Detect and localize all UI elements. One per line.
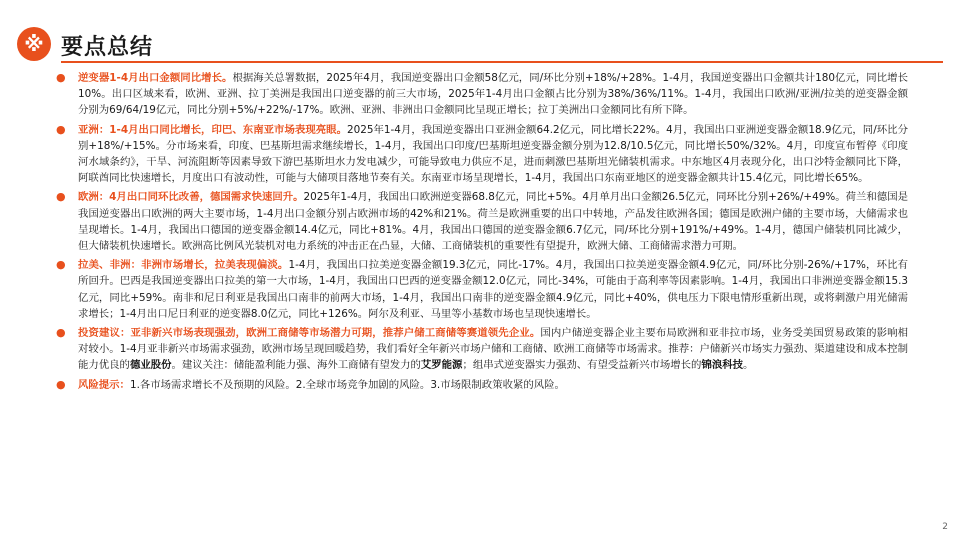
item-body: 。建议关注：储能盈利能力强、海外工商储有望发力的 [171, 359, 421, 372]
bullet-icon: ● [56, 258, 66, 272]
item-body: 1-4月，我国出口拉美逆变器金额19.3亿元，同比-17%。4月，我国出口拉美逆变器金额4.9亿元，同/环比分别-26%/+17%，环比有所回升。巴西是我国逆变器出口拉美的第一大市场，1-4月，我国出口巴西的逆变器金额12.0亿元，同比-34%，可能由于高利率等因素影响。1-4月，我国出口非洲逆变器金额15.3亿元，同比+59%。南非和尼日利亚是我国出口南非的前两大市场，1-4月，我国出口南非的逆变器金额4.9亿元，同比+40%，供电压力下限电情形重新出现，或将刺激户用光储需求增长；1-4月出口尼日利亚的逆变器8.0亿元，同比+126%。阿尔及利亚、马里等小基数市场也呈现快速增长。 [78, 259, 909, 320]
company-name: 锦浪科技 [701, 359, 743, 372]
bullet-icon: ● [56, 190, 66, 204]
header [0, 0, 960, 70]
item-body: 2025年1-4月，我国逆变器出口亚洲金额64.2亿元，同比增长22%。4月，我国出口亚洲逆变器金额18.9亿元，同/环比分别+18%/+15%。分市场来看，印度、巴基斯坦需求继续增长，1-4月，我国出口印度/巴基斯坦逆变器金额分别为12.8/10.5亿元，同比增长50%/32%。4月，印度宣布暂停《印度河水域条约》，干旱、河流阻断等因素导致下游巴基斯坦水力发电减少，可能导致电力供应不足，进而刺激巴基斯坦光储装机需求。中东地区4月表现分化，出口沙特金额同比下降，阿联酋同比快速增长，月度出口有波动性，可能与大储项目落地节奏有关。东南亚市场呈现增长，1-4月，我国出口东南亚地区的逆变器金额共计15.4亿元，同比增长65%。 [78, 123, 908, 185]
list-item-investment-advice [56, 325, 908, 374]
company-name: 艾罗能源 [420, 359, 463, 372]
item-body: 国内户储逆变器企业主要布局欧洲和亚非拉市场，业务受美国贸易政策的影响相对较小。1-4月亚非新兴市场需求强劲，欧洲市场呈现回暖趋势，我们看好全年新兴市场户储和工商储、欧洲工商储等市场需求。推荐：户储新兴市场实力强劲、渠道建设和成本控制能力优良的 [78, 327, 908, 372]
bullet-icon: ● [56, 377, 66, 391]
company-name: 德业股份 [129, 359, 172, 372]
asterisk-icon: ※ [17, 27, 51, 61]
item-body: 。 [743, 359, 754, 372]
list-item-inverter-exports [56, 70, 908, 119]
item-heading: 投资建议：亚非新兴市场表现强劲，欧洲工商储等市场潜力可期，推荐户储工商储等赛道领先企业。 [78, 327, 541, 340]
item-body: 1.各市场需求增长不及预期的风险。2.全球市场竞争加剧的风险。3.市场限制政策收紧的风险。 [129, 378, 565, 391]
item-heading: 拉美、非洲：非洲市场增长，拉美表现偏淡。 [78, 259, 289, 272]
page-number: 2 [942, 522, 948, 532]
list-item-risk-warning [56, 377, 908, 393]
item-heading: 欧洲：4月出口同环比改善，德国需求快速回升。 [78, 191, 304, 204]
item-heading: 逆变器1-4月出口金额同比增长。 [78, 72, 233, 84]
bullet-icon: ● [56, 71, 66, 84]
item-heading: 风险提示： [78, 378, 130, 391]
list-item-europe [56, 189, 908, 254]
title-divider [61, 61, 943, 63]
bullet-icon: ● [56, 122, 66, 136]
list-item-latam-africa [56, 257, 908, 322]
item-body: 根据海关总署数据，2025年4月，我国逆变器出口金额58亿元，同/环比分别+18%/+28%。1-4月，我国逆变器出口金额共计180亿元，同比增长10%。出口区域来看，欧洲、亚洲、拉丁美洲是我国出口逆变器的前三大市场，2025年1-4月出口金额占比分别为38%/36%/11%。1-4月，我国出口欧洲/亚洲/拉美的逆变器金额分别为69/64/19亿元，同比分别+5%/+22%/-17%。欧洲、亚洲、非洲出口金额同比呈现正增长；拉丁美洲出口金额同比有所下降。 [78, 72, 908, 117]
bullet-icon: ● [56, 326, 66, 340]
item-body: 2025年1-4月，我国出口欧洲逆变器68.8亿元，同比+5%。4月单月出口金额26.5亿元，同环比分别+26%/+49%。荷兰和德国是我国逆变器出口欧洲的两大主要市场，1-4月出口金额分别占欧洲市场的42%和21%。荷兰是欧洲重要的出口中转地，产品发往欧洲各国；德国是欧洲户储的主要市场，大储需求也呈现增长。1-4月，我国出口德国的逆变器金额14.4亿元，同比+81%。4月，我国出口德国的逆变器金额6.7亿元，同/环比分别+191%/+49%。1-4月，德国户储装机同比减少，但大储装机快速增长。欧洲高比例风光装机对电力系统的冲击正在凸显，大储、工商储装机的重要性有望提升，欧洲大储、工商储需求潜力可期。 [78, 191, 908, 253]
summary-list [56, 70, 908, 396]
page-title: 要点总结 [61, 35, 154, 60]
item-body: ；组串式逆变器实力强劲、有望受益新兴市场增长的 [462, 359, 702, 372]
item-heading: 亚洲：1-4月出口同比增长，印巴、东南亚市场表现亮眼。 [78, 123, 348, 136]
list-item-asia [56, 122, 908, 187]
